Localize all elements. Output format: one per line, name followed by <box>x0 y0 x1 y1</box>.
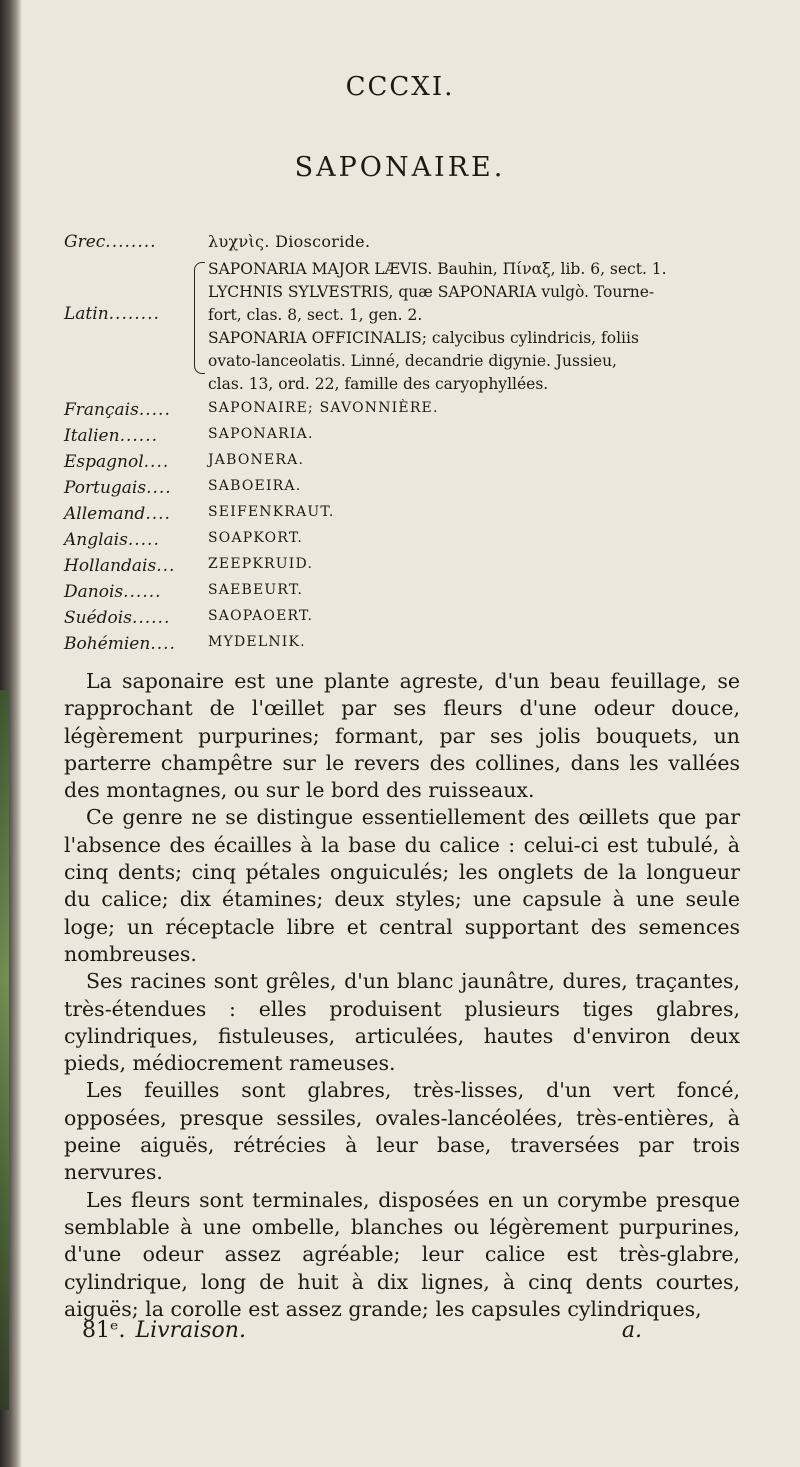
paragraph: Les feuilles sont glabres, très-lisses, d'un vert foncé, opposées, presque sessiles, ovales-lancéolées, très-entières, à peine aiguës, rétrécies à leur base, traversées par trois nervures. <box>64 1078 740 1185</box>
plate-number: CCCXI. <box>345 72 455 102</box>
synonym-value: SABOEIRA. <box>208 478 302 494</box>
synonym-value: SOAPKORT. <box>208 530 303 546</box>
page-title: SAPONAIRE. <box>294 152 506 183</box>
language-label: Italien...... <box>64 426 159 446</box>
signature-mark: a. <box>621 1318 642 1343</box>
synonym-row-latin <box>64 258 744 398</box>
page-footer <box>82 1318 742 1343</box>
language-label: Français..... <box>64 400 171 420</box>
issue-number: 81ᵉ. <box>82 1318 126 1343</box>
synonym-value: SAPONARIA. <box>208 426 314 442</box>
latin-synonyms <box>208 258 800 396</box>
latin-line: SAPONARIA MAJOR LÆVIS. Bauhin, Πίναξ, lib. 6, sect. 1. <box>208 260 667 278</box>
synonym-value: SEIFENKRAUT. <box>208 504 335 520</box>
synonym-value: JABONERA. <box>208 452 305 468</box>
synonym-value: SAOPAOERT. <box>208 608 314 624</box>
latin-line: ovato-lanceolatis. Linné, decandrie digynie. Jussieu, <box>208 352 617 370</box>
synonym-value: SAPONAIRE; SAVONNIÈRE. <box>208 400 439 416</box>
latin-line: SAPONARIA OFFICINALIS; calycibus cylindricis, foliis <box>208 329 639 347</box>
livraison-label: Livraison. <box>135 1318 246 1343</box>
language-label: Danois...... <box>64 582 162 602</box>
language-label: Espagnol.... <box>64 452 170 472</box>
language-label: Grec........ <box>64 232 157 252</box>
language-label: Suédois...... <box>64 608 171 628</box>
language-label: Anglais..... <box>64 530 160 550</box>
synonym-value: ZEEPKRUID. <box>208 556 314 572</box>
body-text <box>64 668 740 1323</box>
paragraph: La saponaire est une plante agreste, d'un beau feuillage, se rapprochant de l'œillet par ses fleurs d'une odeur douce, légèrement purpurines; formant, par ses jolis bouquets, un parterre champêtre sur le revers des collines, dans les vallées des montagnes, ou sur le bord des ruisseaux. <box>64 669 740 803</box>
language-label: Portugais.... <box>64 478 172 498</box>
language-label: Bohémien.... <box>64 634 176 654</box>
language-label: Allemand.... <box>64 504 171 524</box>
language-label: Latin........ <box>64 304 160 324</box>
latin-line: LYCHNIS SYLVESTRIS, quæ SAPONARIA vulgò. Tourne- <box>208 283 655 301</box>
language-label: Hollandais... <box>64 556 176 576</box>
paragraph: Ce genre ne se distingue essentiellement des œillets que par l'absence des écailles à la base du calice : celui-ci est tubulé, à cinq dents; cinq pétales onguiculés; les onglets de la longueur du calice; dix étamines; deux styles; une capsule à une seule loge; un réceptacle libre et central supportant des semences nombreuses. <box>64 805 740 966</box>
paragraph: Les fleurs sont terminales, disposées en un corymbe presque semblable à une ombelle, blanches ou légèrement purpurines, d'une odeur assez agréable; leur calice est très-glabre, cylindrique, long de huit à dix lignes, à cinq dents courtes, aiguës; la corolle est assez grande; les capsules cylindriques, <box>64 1187 740 1321</box>
brace <box>194 262 205 374</box>
latin-line: fort, clas. 8, sect. 1, gen. 2. <box>208 306 423 324</box>
synonym-value: λυχνὶς. Dioscoride. <box>208 232 371 251</box>
latin-line: clas. 13, ord. 22, famille des caryophyllées. <box>208 375 549 393</box>
paragraph: Ses racines sont grêles, d'un blanc jaunâtre, dures, traçantes, très-étendues : elles produisent plusieurs tiges glabres, cylindriques, fistuleuses, articulées, hautes d'environ deux pieds, médiocrement rameuses. <box>64 969 740 1076</box>
synonym-value: SAEBEURT. <box>208 582 304 598</box>
binding-stain <box>0 690 9 1410</box>
synonym-value: MYDELNIK. <box>208 634 306 650</box>
